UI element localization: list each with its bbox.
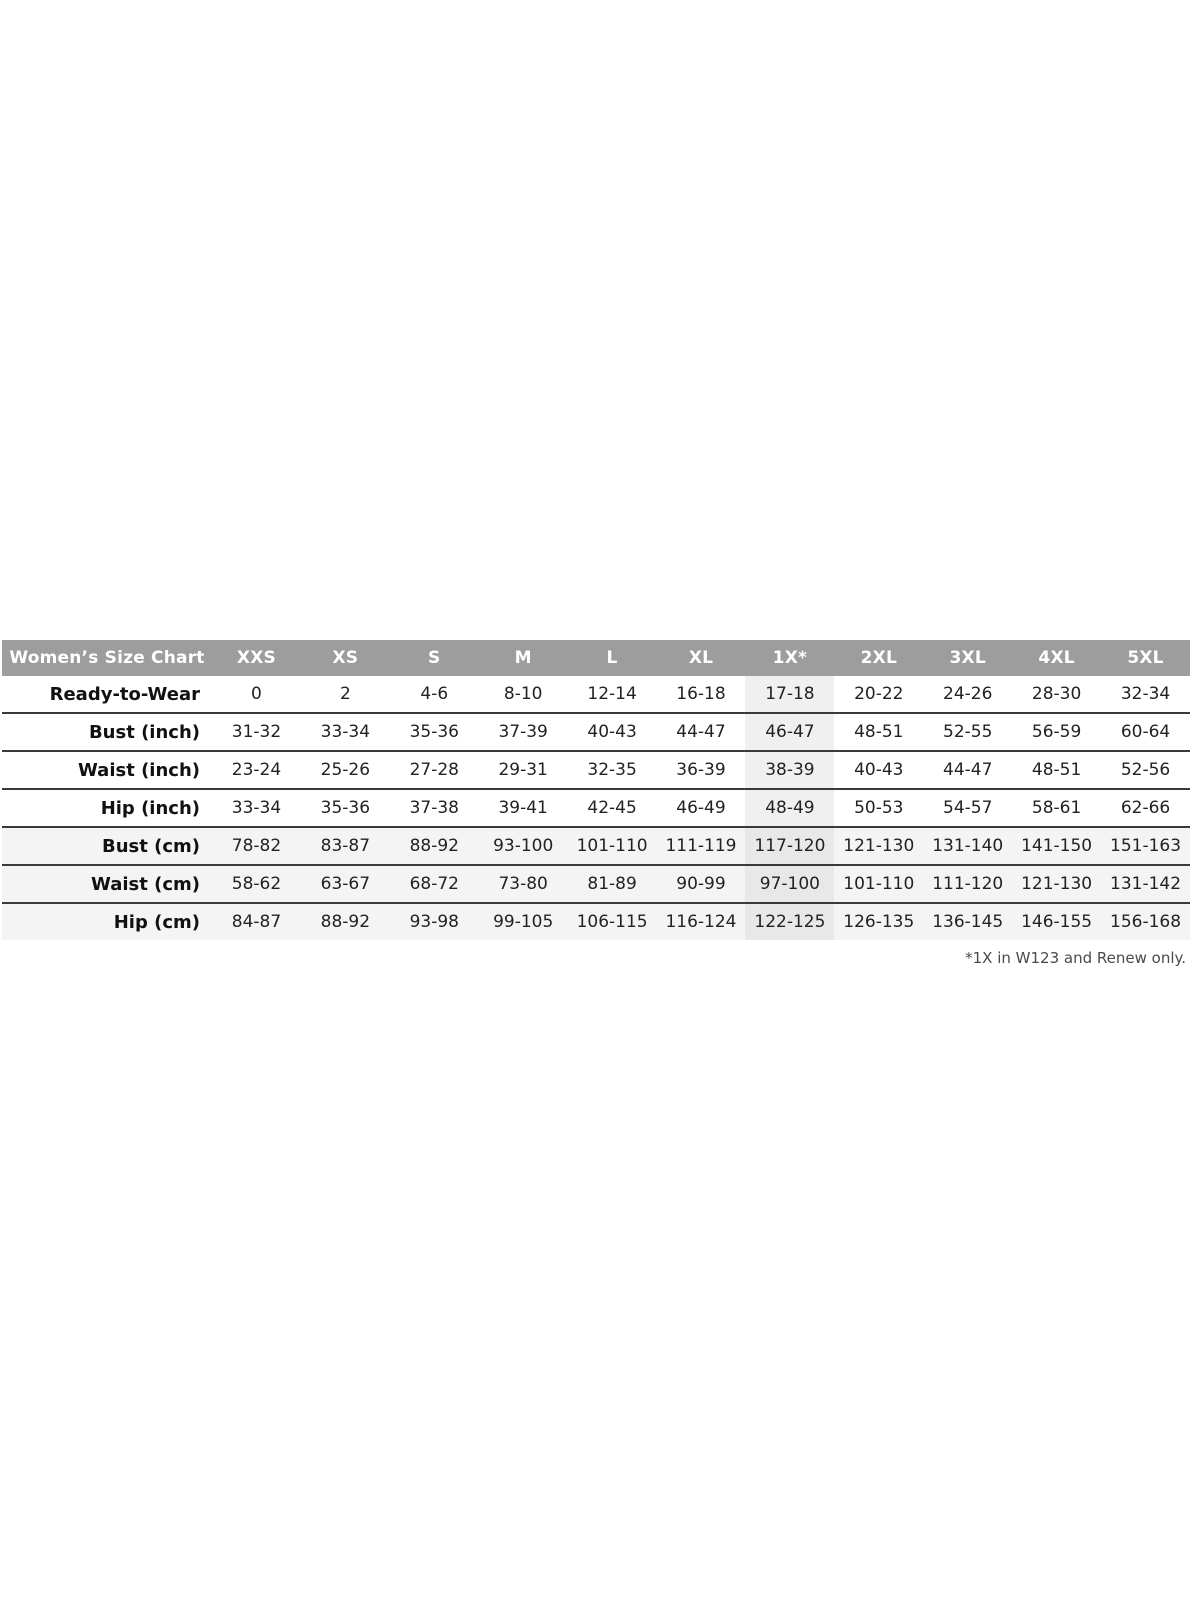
table-row (2, 827, 1190, 865)
header-row (2, 640, 1190, 676)
table-cell: 78-82 (212, 827, 301, 865)
row-label: Bust (cm) (2, 827, 212, 865)
table-cell: 97-100 (745, 865, 834, 903)
table-header (2, 640, 1190, 676)
table-title: Women’s Size Chart (2, 640, 212, 676)
table-cell: 37-39 (479, 713, 568, 751)
table-cell: 99-105 (479, 903, 568, 940)
table-cell: 4-6 (390, 676, 479, 713)
table-cell: 141-150 (1012, 827, 1101, 865)
table-footnote: *1X in W123 and Renew only. (965, 949, 1186, 967)
table-row (2, 789, 1190, 827)
table-cell: 88-92 (301, 903, 390, 940)
size-chart-container (2, 640, 1190, 967)
table-row (2, 903, 1190, 940)
table-cell: 62-66 (1101, 789, 1190, 827)
column-header-xxs: XXS (212, 640, 301, 676)
column-header-4xl: 4XL (1012, 640, 1101, 676)
table-cell: 20-22 (834, 676, 923, 713)
table-cell: 54-57 (923, 789, 1012, 827)
table-cell: 131-142 (1101, 865, 1190, 903)
table-cell: 116-124 (657, 903, 746, 940)
table-cell: 151-163 (1101, 827, 1190, 865)
table-cell: 136-145 (923, 903, 1012, 940)
column-header-xl: XL (657, 640, 746, 676)
table-cell: 35-36 (301, 789, 390, 827)
column-header-m: M (479, 640, 568, 676)
row-label: Waist (cm) (2, 865, 212, 903)
table-cell: 63-67 (301, 865, 390, 903)
table-cell: 58-62 (212, 865, 301, 903)
table-cell: 68-72 (390, 865, 479, 903)
table-cell: 156-168 (1101, 903, 1190, 940)
table-cell: 40-43 (834, 751, 923, 789)
table-cell: 146-155 (1012, 903, 1101, 940)
table-cell: 23-24 (212, 751, 301, 789)
table-cell: 27-28 (390, 751, 479, 789)
column-header-xs: XS (301, 640, 390, 676)
table-cell: 58-61 (1012, 789, 1101, 827)
table-cell: 121-130 (834, 827, 923, 865)
table-cell: 8-10 (479, 676, 568, 713)
table-cell: 29-31 (479, 751, 568, 789)
table-cell: 46-49 (657, 789, 746, 827)
table-cell: 126-135 (834, 903, 923, 940)
table-cell: 39-41 (479, 789, 568, 827)
table-cell: 56-59 (1012, 713, 1101, 751)
table-cell: 33-34 (212, 789, 301, 827)
table-cell: 38-39 (745, 751, 834, 789)
table-cell: 111-119 (657, 827, 746, 865)
table-cell: 46-47 (745, 713, 834, 751)
table-cell: 50-53 (834, 789, 923, 827)
table-cell: 42-45 (568, 789, 657, 827)
column-header-1x: 1X* (745, 640, 834, 676)
table-cell: 35-36 (390, 713, 479, 751)
table-cell: 73-80 (479, 865, 568, 903)
table-cell: 2 (301, 676, 390, 713)
table-cell: 25-26 (301, 751, 390, 789)
table-cell: 121-130 (1012, 865, 1101, 903)
column-header-s: S (390, 640, 479, 676)
table-cell: 36-39 (657, 751, 746, 789)
table-cell: 31-32 (212, 713, 301, 751)
table-cell: 32-34 (1101, 676, 1190, 713)
table-cell: 122-125 (745, 903, 834, 940)
table-cell: 32-35 (568, 751, 657, 789)
table-cell: 101-110 (834, 865, 923, 903)
table-row (2, 676, 1190, 713)
table-cell: 117-120 (745, 827, 834, 865)
column-header-2xl: 2XL (834, 640, 923, 676)
table-body (2, 676, 1190, 940)
table-cell: 48-51 (1012, 751, 1101, 789)
table-cell: 17-18 (745, 676, 834, 713)
row-label: Ready-to-Wear (2, 676, 212, 713)
table-cell: 111-120 (923, 865, 1012, 903)
column-header-3xl: 3XL (923, 640, 1012, 676)
table-row (2, 865, 1190, 903)
table-cell: 28-30 (1012, 676, 1101, 713)
table-cell: 101-110 (568, 827, 657, 865)
table-cell: 52-55 (923, 713, 1012, 751)
row-label: Bust (inch) (2, 713, 212, 751)
table-cell: 88-92 (390, 827, 479, 865)
column-header-5xl: 5XL (1101, 640, 1190, 676)
row-label: Hip (inch) (2, 789, 212, 827)
table-cell: 106-115 (568, 903, 657, 940)
table-cell: 52-56 (1101, 751, 1190, 789)
table-cell: 81-89 (568, 865, 657, 903)
row-label: Waist (inch) (2, 751, 212, 789)
size-chart-table (2, 640, 1190, 940)
table-cell: 37-38 (390, 789, 479, 827)
table-cell: 48-51 (834, 713, 923, 751)
table-cell: 44-47 (657, 713, 746, 751)
table-cell: 16-18 (657, 676, 746, 713)
table-cell: 84-87 (212, 903, 301, 940)
table-row (2, 751, 1190, 789)
table-cell: 33-34 (301, 713, 390, 751)
table-cell: 83-87 (301, 827, 390, 865)
table-cell: 93-100 (479, 827, 568, 865)
table-cell: 12-14 (568, 676, 657, 713)
table-cell: 44-47 (923, 751, 1012, 789)
table-cell: 0 (212, 676, 301, 713)
table-cell: 60-64 (1101, 713, 1190, 751)
table-cell: 131-140 (923, 827, 1012, 865)
table-cell: 93-98 (390, 903, 479, 940)
row-label: Hip (cm) (2, 903, 212, 940)
table-cell: 90-99 (657, 865, 746, 903)
table-row (2, 713, 1190, 751)
column-header-l: L (568, 640, 657, 676)
table-cell: 48-49 (745, 789, 834, 827)
table-cell: 40-43 (568, 713, 657, 751)
table-cell: 24-26 (923, 676, 1012, 713)
